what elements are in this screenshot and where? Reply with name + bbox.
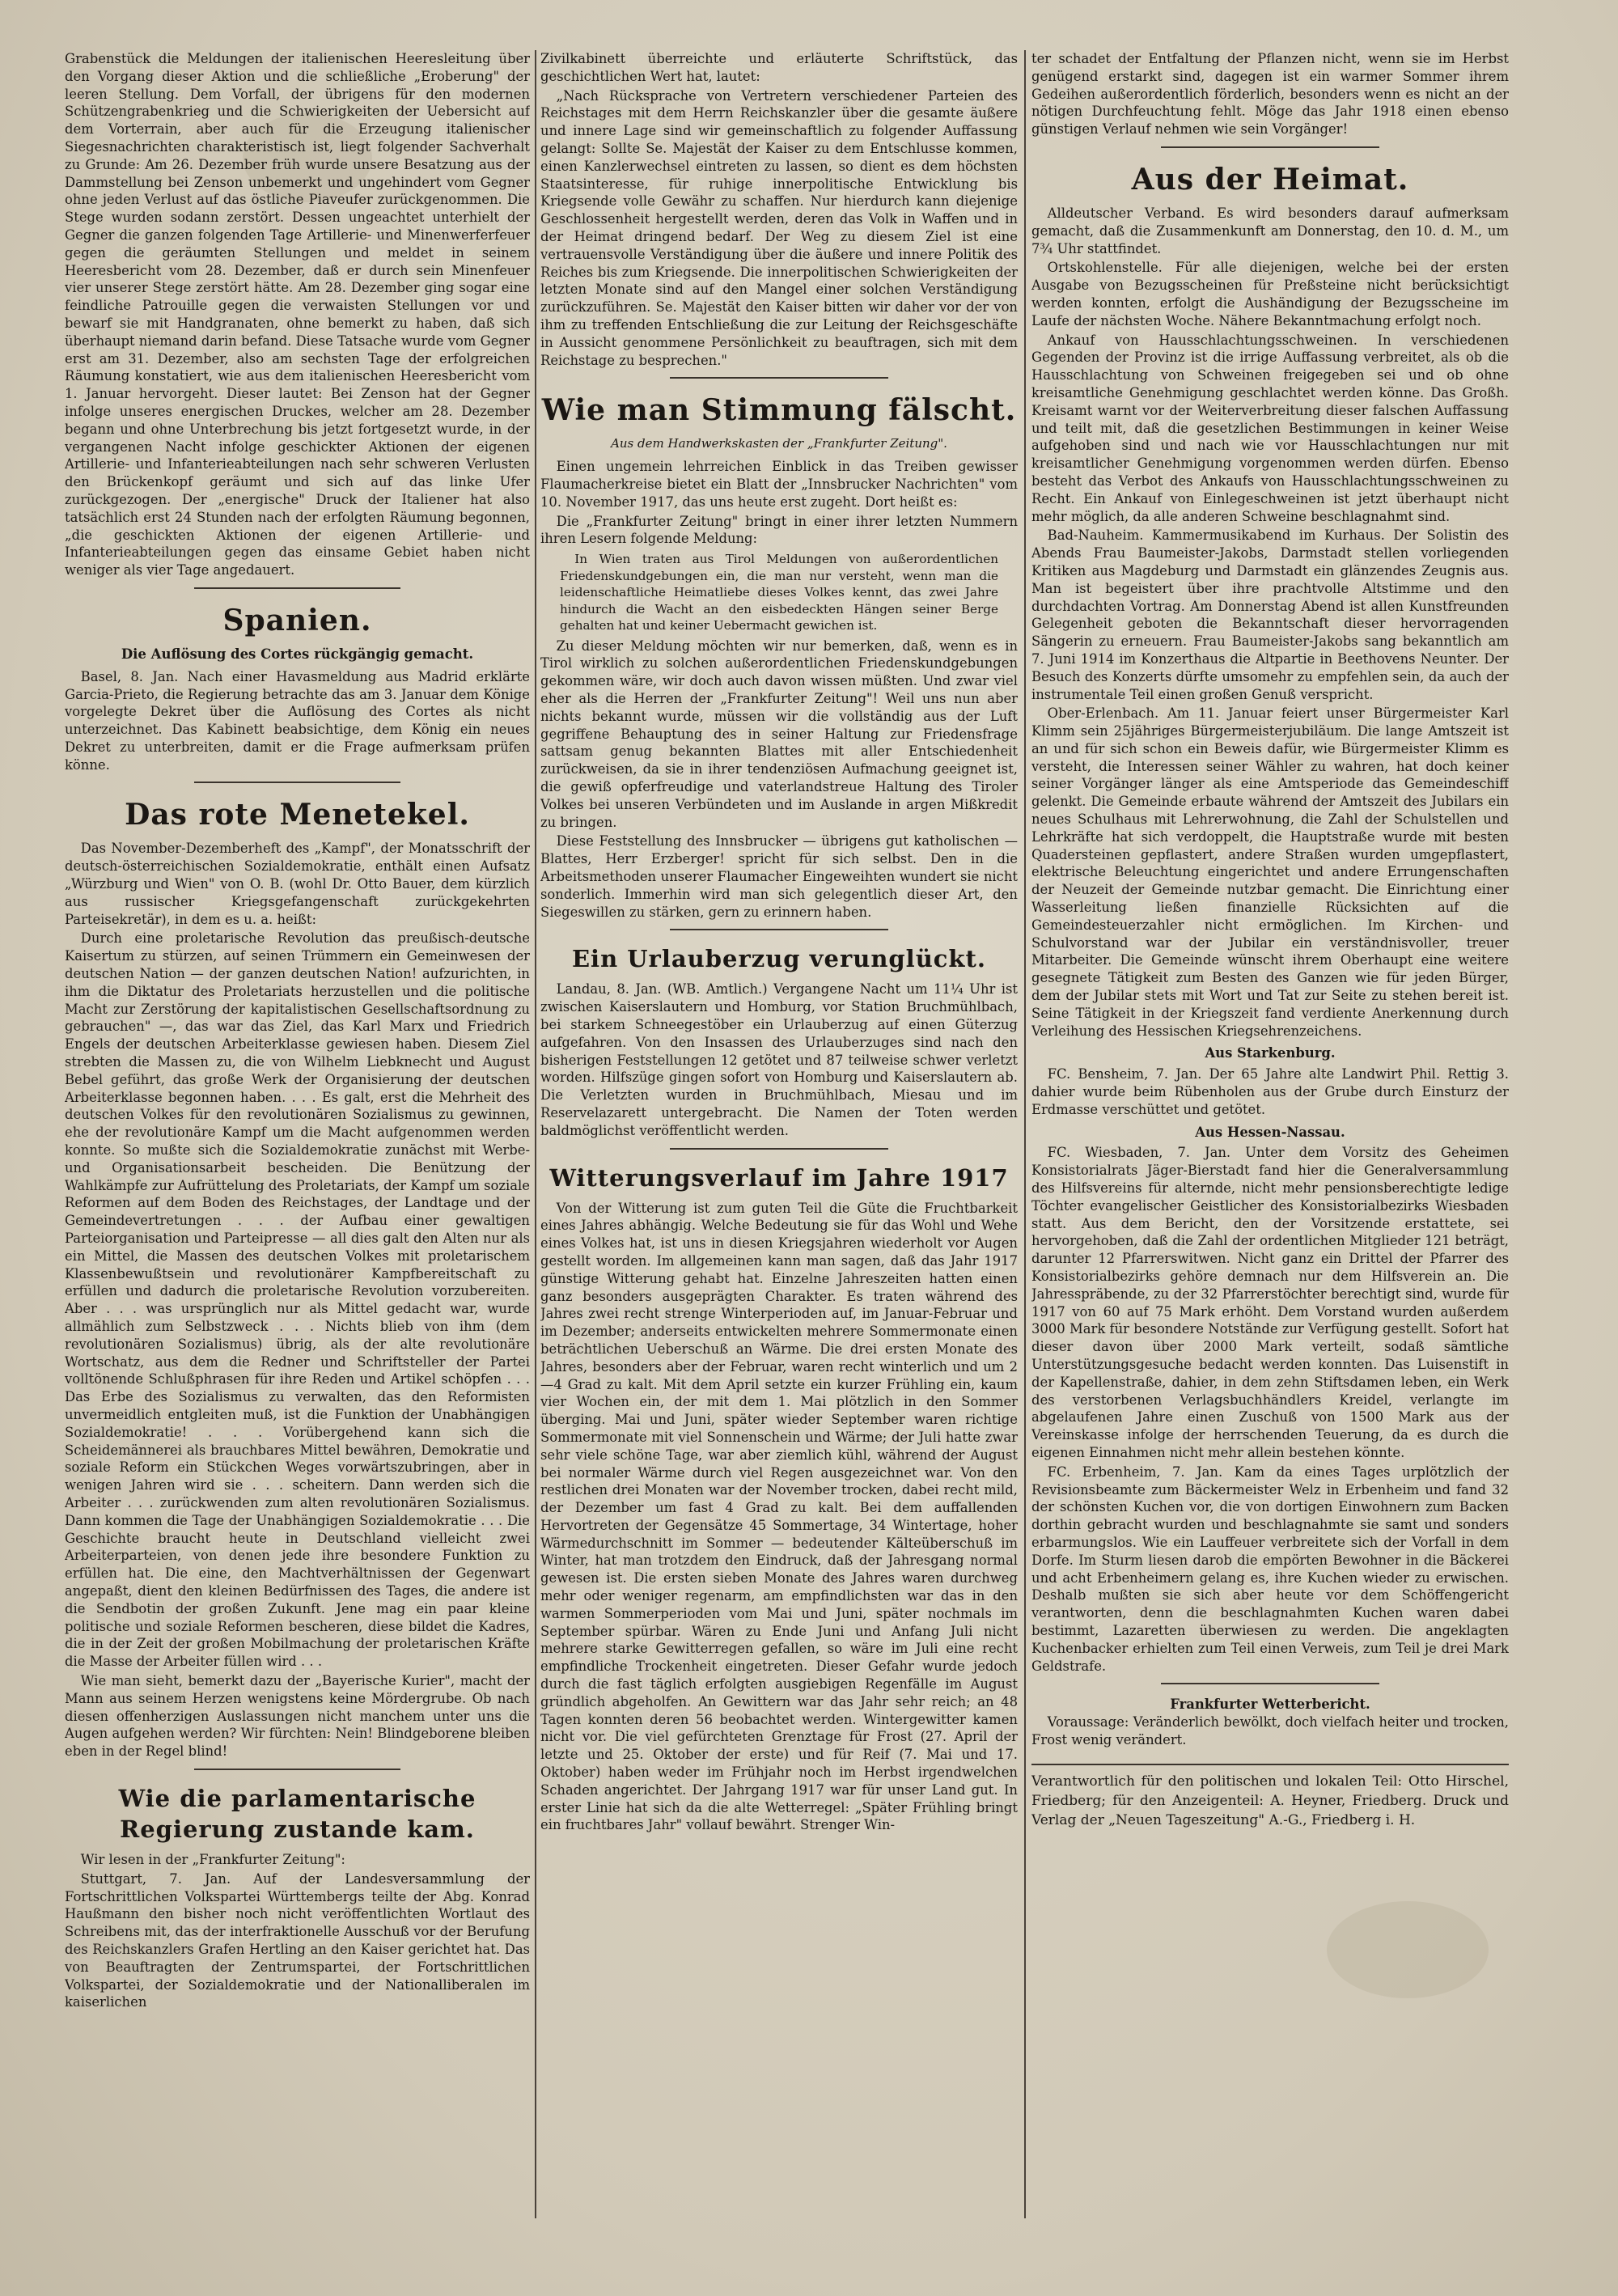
divider bbox=[194, 587, 400, 589]
region-heading: Aus Hessen-Nassau. bbox=[1195, 1124, 1345, 1140]
column-rule bbox=[535, 50, 536, 2218]
local-item: Ober-Erlenbach. Am 11. Januar feiert unser Bürgermeister Karl Klimm sein 25jähriges Bürgermeisterjubiläum. Die lange Amtszeit ist an und für sich schon ein Beweis dafür, wie Bürgermeister Klimm es versteht, die Interessen seiner Wähler zu wahren, hat doch keiner seiner Vorgänger länger als eine Amtsperiode das Gemeindeschiff gelenkt. Die Gemeinde erbaute während der Amtszeit des Jubilars ein neues Schulhaus mit Lehrerwohnung, die Zahl der Schulstellen und Lehrkräfte hat sich verdoppelt, die Hauptstraße wurde mit besten Quadersteinen gepflastert, andere Straßen wurden umgepflastert, elektrische Beleuchtung eingerichtet und andere Errungenschaften der Neuzeit der Gemeinde nutzbar gemacht. Die Einrichtung einer Wasserleitung ließen finanzielle Rücksichten auf die Gemeindesteuerzahler nicht ermöglichen. Im Kirchen- und Schulvorstand war der Jubilar ein verständnisvoller, treuer Mitarbeiter. Die Gemeinde wünscht ihrem Oberhaupt eine weitere gesegnete Tätigkeit zum Besten des Ganzen wie für jeden Bürger, dem der Jubilar stets mit Wort und Tat zur Seite zu stehen bereit ist. Seine Tätigkeit in der Kriegszeit fand verdiente Anerkennung durch Verleihung des Hessischen Kriegsehrenzeichens. bbox=[1031, 705, 1509, 1039]
menetekel-comment: Wie man sieht, bemerkt dazu der „Bayerische Kurier", macht der Mann aus seinem Herzen wenigstens keine Mördergrube. Ob nach diesen offenherzigen Auslassungen nicht manchem unter uns die Augen aufgehen werden? Wir fürchten: Nein! Blindgeborene bleiben eben in der Regel blind! bbox=[65, 1672, 530, 1760]
column-3 bbox=[1031, 50, 1509, 2275]
divider bbox=[670, 377, 888, 379]
wiesbaden-item: FC. Wiesbaden, 7. Jan. Unter dem Vorsitz des Geheimen Konsistorialrats Jäger-Bierstadt fand hier die Generalversammlung des Hilfsvereins für alternde, nicht mehr pensionsberechtigte ledige Töchter evangelischer Geistlicher des Konsistorialbezirks Wiesbaden statt. Aus dem Bericht, den der Vorsitzende erstattete, sei hervorgehoben, daß die Zahl der ordentlichen Mitglieder 121 beträgt, darunter 12 Pfarrerswitwen. Nicht ganz ein Drittel der Pfarrer des Konsistorialbezirks gehöre demnach nur dem Hilfsverein an. Die Jahresspräbende, zu der 32 Pfarrerstöchter berechtigt sind, wurde für 1917 von 60 auf 75 Mark erhöht. Dem Vorstand wurden außerdem 3000 Mark für besondere Notstände zur Verfügung gestellt. Sofort hat dieser davon über 2000 Mark verteilt, sodaß sämtliche Unterstützungsgesuche bedacht werden konnten. Das Luisenstift in der Kapellenstraße, dahier, in dem zehn Stiftsdamen leben, ein Werk des verstorbenen Verlagsbuchhändlers Kreidel, verlangte im abgelaufenen Jahre einen Zuschuß von 1500 Mark aus der Vereinskasse infolge der herrschenden Teuerung, da es durch die eigenen Einnahmen nicht mehr allein bestehen könnte. bbox=[1031, 1145, 1509, 1460]
local-item: Alldeutscher Verband. Es wird besonders darauf aufmerksam gemacht, daß die Zusammenkunft am Donnerstag, den 10. d. M., um 7¾ Uhr stattfindet. bbox=[1031, 205, 1509, 256]
spain-subheadline: Die Auflösung des Cortes rückgängig gemacht. bbox=[121, 646, 474, 662]
stimmung-lead: Die „Frankfurter Zeitung" bringt in einer ihrer letzten Nummern ihren Lesern folgende Meldung: bbox=[540, 513, 1018, 547]
divider bbox=[194, 1769, 400, 1770]
column-1 bbox=[65, 50, 530, 2275]
regierung-headline: Wie die parlamentarische Regierung zustande kam. bbox=[118, 1784, 477, 1843]
divider bbox=[194, 782, 400, 783]
region-heading: Aus Starkenburg. bbox=[1205, 1045, 1336, 1061]
menetekel-quote: Durch eine proletarische Revolution das preußisch-deutsche Kaisertum zu stürzen, auf seinen Trümmern ein Gemeinwesen der deutschen Nation — der ganzen deutschen Nation! aufzurichten, in ihm die Diktatur des Proletariats herzustellen und die politische Macht zur Zerstörung der kapitalistischen Gesellschaftsordnung zu gebrauchen" —, das war das Ziel, das Karl Marx und Friedrich Engels der deutschen Arbeiterklasse gewiesen haben. Diesem Ziel strebten die Massen zu, die von Wilhelm Liebknecht und August Bebel geführt, das große Werk der Organisierung der deutschen Arbeiterklasse begonnen haben. . . . Es galt, erst die Mehrheit des deutschen Volkes für den revolutionären Sozialismus zu gewinnen, ehe der revolutionäre Kampf um die Macht aufgenommen werden konnte. So mußte sich die Sozialdemokratie zunächst mit Werbe- und Organisationsarbeit bescheiden. Die Benützung der Wahlkämpfe zur Aufrüttelung des Proletariats, der Kampf um soziale Reformen auf dem Boden des Reichstages, der Landtage und der Gemeindevertretungen . . . der Aufbau einer gewaltigen Parteiorganisation und Parteipresse — all dies galt den Alten nur als ein Mittel, die Massen des deutschen Volkes mit proletarischem Klassenbewußtsein und revolutionärer Kampfbereitschaft zu erfüllen und dadurch die proletarische Revolution vorzubereiten. Aber . . . was ursprünglich nur als Mittel gedacht war, wurde allmählich zum Selbstzweck . . . Nichts blieb von ihm (dem revolutionären Sozialismus) übrig, als der alte revolutionäre Wortschatz, aus dem die Redner und Schriftsteller der Partei volltönende Schlußphrasen für ihre Reden und Artikel schöpfen . . . Das Erbe des Sozialismus zu verwalten, das den Reformisten unvermeidlich entgleiten muß, ist die Funktion der Unabhängigen Sozialdemokratie! . . . Vorübergehend kann sich die Scheidemännerei als brauchbares Mittel bewähren, Demokratie und soziale Reform ein Stückchen Weges vorwärtszubringen, aber in wenigen Jahren wird sie . . . scheitern. Dann werden sich die Arbeiter . . . zurückwenden zum alten revolutionären Sozialismus. Dann kommen die Tage der Unabhängigen Sozialdemokratie . . . Die Geschichte braucht heute in Deutschland vielleicht zwei Arbeiterparteien, von denen jede ihre besondere Funktion zu erfüllen hat. Die eine, den Machtverhältnissen der Gegenwart angepaßt, dient den kleinen Bedürfnissen des Tages, die andere ist die Sendbotin der großen Zukunft. Jene mag ein paar kleine politische und soziale Reformen bescheren, diese bildet die Kadres, die in der Zeit der großen Mobilmachung der proletarischen Kräfte die Masse der Arbeiter füllen wird . . . bbox=[65, 930, 530, 1670]
spain-article: Basel, 8. Jan. Nach einer Havasmeldung aus Madrid erklärte Garcia-Prieto, die Regierung betrachte das am 3. Januar dem Könige vorgelegte Dekret über die Auflösung des Cortes als nicht unterzeichnet. Das Kabinett beabsichtige, dem König ein neues Dekret zu unterbreiten, damit er die Frage aufmerksam prüfen könne. bbox=[65, 668, 530, 773]
weather-report-title: Frankfurter Wetterbericht. bbox=[1170, 1697, 1370, 1713]
menetekel-headline: Das rote Menetekel. bbox=[125, 798, 470, 832]
erbenheim-item: FC. Erbenheim, 7. Jan. Kam da eines Tages urplötzlich der Revisionsbeamte zum Bäckermeister Welz in Erbenheim und fand 32 der schönsten Kuchen vor, die von dortigen Einwohnern zum Backen dorthin gebracht wurden und beschlagnahmte sie samt und sonders erbarmungslos. Wie ein Lauffeuer verbreitete sich der Vorfall in dem Dorfe. Im Sturm liesen darob die empörten Bewohner in die Bäckerei und acht Erbenheimern gelang es, ihre Kuchen wieder zu erwischen. Deshalb mußten sie sich aber heute vor dem Schöffengericht verantworten, denn die beschlagnahmten Kuchen waren dabei bestimmt, Lazaretten überwiesen zu werden. Die angeklagten Kuchenbacker erhielten zum Teil einen Verweis, zum Teil je drei Mark Geldstrafe. bbox=[1031, 1464, 1509, 1674]
regierung-article: Stuttgart, 7. Jan. Auf der Landesversammlung der Fortschrittlichen Volkspartei Württembergs teilte der Abg. Konrad Haußmann den bisher noch nicht veröffentlichten Wortlaut des Schreibens mit, das der interfraktionelle Ausschuß vor der Berufung des Reichskanzlers Grafen Hertling an den Kaiser gerichtet hat. Das von Beauftragten der Zentrumspartei, der Fortschrittlichen Volkspartei, der Sozialdemokratie und der Nationalliberalen im kaiserlichen bbox=[65, 1870, 530, 2010]
urlauber-article: Landau, 8. Jan. (WB. Amtlich.) Vergangene Nacht um 11¼ Uhr ist zwischen Kaiserslautern und Homburg, vor Station Bruchmühlbach, bei starkem Schneegestöber ein Urlauberzug auf einen Güterzug aufgefahren. Von den Insassen des Urlauberzuges sind nach den bisherigen Feststellungen 12 getötet und 87 teilweise schwer verletzt worden. Hilfszüge gingen sofort von Homburg und Kaiserslautern ab. Die Verletzten wurden in Bruchmühlbach, Miesau und im Reservelazarett untergebracht. Die Namen der Toten werden baldmöglichst veröffentlicht werden. bbox=[540, 981, 1018, 1138]
wetter-headline: Witterungsverlauf im Jahre 1917 bbox=[549, 1163, 1009, 1192]
wetter-continued: ter schadet der Entfaltung der Pflanzen nicht, wenn sie im Herbst genügend erstarkt sind, dagegen ist ein warmer Sommer ihrem Gedeihen außerordentlich förderlich, besonders wenn es nicht an der nötigen Durchfeuchtung fehlt. Möge das Jahr 1918 einen ebenso günstigen Verlauf nehmen wie sein Vorgänger! bbox=[1031, 51, 1509, 138]
regierung-continued: Zivilkabinett überreichte und erläuterte Schriftstück, das geschichtlichen Wert hat, lautet: bbox=[540, 51, 1018, 84]
local-item: Ankauf von Hausschlachtungsschweinen. In verschiedenen Gegenden der Provinz ist die irrige Auffassung verbreitet, als ob die Hausschlachtung von Schweinen freigegeben sei und ob ohne kreisamtliche Genehmigung geschlachtet werden könne. Das Großh. Kreisamt warnt vor der Weiterverbreitung dieser falschen Auffassung und teilt mit, daß die gesetzlichen Bestimmungen in keiner Weise aufgehoben sind und nach wie vor Hausschlachtungen nur mit kreisamtlicher Genehmigung vorgenommen werden dürfen. Ebenso besteht das Verbot des Ankaufs von Hausschlachtungsschweinen zu Recht. Ein Ankauf von Einlegeschweinen ist jetzt überhaupt nicht mehr möglich, da alle anderen Schweine beschlagnahmt sind. bbox=[1031, 332, 1509, 524]
regierung-intro: Wir lesen in der „Frankfurter Zeitung": bbox=[80, 1851, 345, 1867]
urlauber-headline: Ein Urlauberzug verunglückt. bbox=[571, 945, 987, 973]
heimat-headline: Aus der Heimat. bbox=[1131, 162, 1409, 197]
divider bbox=[670, 1148, 888, 1150]
interfraktionell-letter: „Nach Rücksprache von Vertretern verschiedener Parteien des Reichstages mit dem Herrn Reichskanzler über die gesamte äußere und innere Lage sind wir gemeinschaftlich zu folgender Auffassung gelangt: Sollte Se. Majestät der Kaiser zu dem Entschlusse kommen, einen Kanzlerwechsel eintreten zu lassen, so dient es dem höchsten Staatsinteresse, für ruhige innerpolitische Entwicklung bis Kriegsende volle Gewähr zu schaffen. Nur hierdurch kann diejenige Geschlossenheit hergestellt werden, deren das Volk in Waffen und in der Heimat dringend bedarf. Der Weg zu diesem Ziel ist eine vertrauensvolle Verständigung über die äußere und innere Politik des Reiches bis zum Kriegsende. Die innerpolitischen Schwierigkeiten der letzten Monate sind auf den Mangel einer solchen Verständigung zurückzuführen. Se. Majestät den Kaiser bitten wir daher vor der von ihm zu treffenden Entschließung die zur Leitung der Reichsgeschäfte in Aussicht genommene Persönlichkeit zu beauftragen, sich mit dem Reichstage zu besprechen." bbox=[540, 87, 1018, 368]
divider bbox=[1161, 146, 1379, 148]
stimmung-headline: Wie man Stimmung fälscht. bbox=[541, 393, 1017, 428]
stimmung-quote: In Wien traten aus Tirol Meldungen von außerordentlichen Friedenskundgebungen ein, die man nur versteht, wenn man die leidenschaftliche Heimatliebe dieses Volkes kennt, das zwei Jahre hindurch die Wacht an den eisbedeckten Hängen seiner Berge gehalten hat und keiner Uebermacht gewichen ist. bbox=[560, 552, 998, 633]
weather-forecast: Voraussage: Veränderlich bewölkt, doch vielfach heiter und trocken, Frost wenig verändert. bbox=[1031, 1714, 1509, 1747]
stimmung-intro: Einen ungemein lehrreichen Einblick in das Treiben gewisser Flaumacherkreise bietet ein Blatt der „Innsbrucker Nachrichten" vom 10. November 1917, das uns heute erst zugeht. Dort heißt es: bbox=[540, 459, 1018, 510]
column-2 bbox=[540, 50, 1018, 2275]
column-rule bbox=[1024, 50, 1026, 2218]
imprint: Verantwortlich für den politischen und lokalen Teil: Otto Hirschel, Friedberg; für den Anzeigenteil: A. Heyner, Friedberg. Druck und Verlag der „Neuen Tageszeitung" A.-G., Friedberg i. H. bbox=[1031, 1764, 1509, 1830]
stimmung-source: Aus dem Handwerkskasten der „Frankfurter Zeitung". bbox=[611, 436, 947, 451]
local-item: Bad-Nauheim. Kammermusikabend im Kurhaus. Der Solistin des Abends Frau Baumeister-Jakobs, Darmstadt stellen vorliegenden Kritiken aus Magdeburg und Darmstadt ein glänzendes Zeugnis aus. Man ist begeistert über ihre prachtvolle Altstimme und den durchdachten Vortrag. Am Donnerstag Abend ist allen Kunstfreunden Gelegenheit geboten die Bekanntschaft dieser hervorragenden Sängerin zu erneuern. Frau Baumeister-Jakobs sang bekanntlich am 7. Juni 1914 im Konzerthaus die Altpartie in Beethovens Neunter. Der Besuch des Konzerts dürfte umsomehr zu empfehlen sein, da auch der instrumentale Teil einen großen Genuß verspricht. bbox=[1031, 527, 1509, 702]
stimmung-reply: Zu dieser Meldung möchten wir nur bemerken, daß, wenn es in Tirol wirklich zu solchen außerordentlichen Friedenskundgebungen gekommen wäre, wir doch auch davon wissen müßten. Und zwar viel eher als die Herren der „Frankfurter Zeitung"! Weil uns nun aber nichts bekannt wurde, müssen wir die vollständig aus der Luft gegriffene Behauptung des in seiner Haltung zur Friedensfrage sattsam genug bekannten Blattes mit aller Entschiedenheit zurückweisen, da sie in ihrer tendenziösen Aufmachung geeignet ist, die gewiß opferfreudige und vaterlandstreue Haltung des Tiroler Volkes bei unseren Verbündeten und im Auslande in argen Mißkredit zu bringen. bbox=[540, 638, 1018, 830]
divider bbox=[1161, 1683, 1379, 1684]
italy-report: Grabenstück die Meldungen der italienischen Heeresleitung über den Vorgang dieser Aktion und die schließliche „Eroberung" der leeren Stellung. Dem Vorfall, der übrigens für den modernen Schützengrabenkrieg und die Schwierigkeiten der Uebersicht auf dem Vorterrain, aber auch für die Erzeugung italienischer Siegesnachrichten charakteristisch ist, liegt folgender Sachverhalt zu Grunde: Am 26. Dezember früh wurde unsere Besatzung aus der Dammstellung bei Zenson unbemerkt und ungehindert vom Gegner ohne jeden Verlust auf das östliche Piaveufer zurückgenommen. Die Stege wurden sodann zerstört. Dessen ungeachtet unterhielt der Gegner die ganzen folgenden Tage Artillerie- und Minenwerferfeuer gegen die geräumten Stellungen und meldet in seinem Heeresbericht vom 28. Dezember, daß er durch sein Minenfeuer vier unserer Stege zerstört hätte. Am 28. Dezember ging sogar eine feindliche Patrouille gegen die verwaisten Stellungen vor und bewarf sie mit Handgranaten, ohne bemerkt zu haben, daß sich überhaupt niemand darin befand. Diese Tatsache wurde vom Gegner erst am 31. Dezember, also am sechsten Tage der erfolgreichen Räumung konstatiert, wie aus dem italienischen Heeresbericht vom 1. Januar hervorgeht. Dieser lautet: Bei Zenson hat der Gegner infolge unseres energischen Druckes, welcher am 28. Dezember begann und ohne Unterbrechung bis jetzt fortgesetzt wurde, in der vergangenen Nacht infolge geschickter Aktionen der eigenen Artillerie- und Infanterieabteilungen nach sehr schweren Verlusten den Brückenkopf geräumt und sich auf das linke Ufer zurückgezogen. Der „energische" Druck der Italiener hat also tatsächlich erst 24 Stunden nach der erfolgten Räumung begonnen, „die geschickten Aktionen der eigenen Artillerie- und Infanterieabteilungen gegen das einsame Gebiet haben nicht weniger als vier Tage angedauert. bbox=[65, 51, 530, 578]
bensheim-item: FC. Bensheim, 7. Jan. Der 65 Jahre alte Landwirt Phil. Rettig 3. dahier wurde beim Rübenholen aus der Grube durch Einsturz der Erdmasse verschüttet und getötet. bbox=[1031, 1066, 1509, 1117]
stimmung-conclusion: Diese Feststellung des Innsbrucker — übrigens gut katholischen — Blattes, Herr Erzberger! spricht für sich selbst. Den in die Arbeitsmethoden unserer Flaumacher Eingeweihten wundert sie nicht sonderlich. Immerhin wird man sich gelegentlich dieser Art, den Siegeswillen zu stärken, gern zu erinnern haben. bbox=[540, 833, 1018, 920]
spain-headline: Spanien. bbox=[222, 603, 372, 638]
menetekel-intro: Das November-Dezemberheft des „Kampf", der Monatsschrift der deutsch-österreichischen Sozialdemokratie, enthält einen Aufsatz „Würzburg und Wien" von O. B. (wohl Dr. Otto Bauer, dem kürzlich aus russischer Kriegsgefangenschaft zurückgekehrten Parteisekretär), in dem es u. a. heißt: bbox=[65, 841, 530, 927]
wetter-article: Von der Witterung ist zum guten Teil die Güte die Fruchtbarkeit eines Jahres abhängig. Welche Bedeutung sie für das Wohl und Wehe eines Volkes hat, ist uns in diesen Kriegsjahren wiederholt vor Augen gestellt worden. Im allgemeinen kann man sagen, daß das Jahr 1917 günstige Witterung gehabt hat. Einzelne Jahreszeiten hatten einen ganz besonders ausgeprägten Charakter. Es traten während des Jahres zwei recht strenge Winterperioden auf, im Januar-Februar und im Dezember; anderseits entwickelten mehrere Sommermonate einen beträchtlichen Ueberschuß an Wärme. Die drei ersten Monate des Jahres, besonders aber der Februar, waren recht winterlich und um 2—4 Grad zu kalt. Mit dem April setzte ein kurzer Frühling ein, kaum vier Wochen ein, der mit dem 1. Mai plötzlich in den Sommer überging. Mai und Juni, später wieder September waren richtige Sommermonate mit viel Sonnenschein und Wärme; der Juli hatte zwar sehr viele schöne Tage, war aber ziemlich kühl, während der August bei normaler Wärme durch viel Regen ausgezeichnet war. Von den restlichen drei Monaten war der November trocken, dabei recht mild, der Dezember um fast 4 Grad zu kalt. Bei dem auffallenden Hervortreten der Gegensätze 45 Sommertage, 34 Wintertage, hoher Wärmedurchschnitt im Sommer — bedeutender Kälteüberschuß im Winter, hat man trotzdem den Eindruck, daß der Jahresgang normal gewesen ist. Die ersten sieben Monate des Jahres waren durchweg mehr oder weniger regenarm, am empfindlichsten war das in den warmen Sommerperioden vom Mai und Juni, später nochmals im September spürbar. Wären zu Ende Juni und Anfang Juli nicht mehrere starke Gewitterregen gefallen, so wäre im Juli eine recht empfindliche Trockenheit eingetreten. Dieser Gefahr wurde jedoch durch die fast täglich erfolgten ausgiebigen Regenfälle im August gründlich abgeholfen. An Gewittern war das Jahr sehr reich; an 48 Tagen konnten deren 56 beobachtet werden. Wintergewitter kamen nicht vor. Die viel gefürchteten Grenztage für Frost (27. April der letzte und 25. Oktober der erste) und für Reif (7. Mai und 17. Oktober) haben weder im Frühjahr noch im Herbst irgendwelchen Schaden angerichtet. Der Jahrgang 1917 war für unser Land gut. In erster Linie hat sich da die alte Wetterregel: „Später Frühling bringt ein fruchtbares Jahr" vollauf bewährt. Strenger Win- bbox=[540, 1200, 1018, 1833]
local-item: Ortskohlenstelle. Für alle diejenigen, welche bei der ersten Ausgabe von Bezugsscheinen für Preßsteine nicht berücksichtigt werden konnten, erfolgt die Aushändigung der Bezugsscheine im Laufe der nächsten Woche. Nähere Bekanntmachung erfolgt noch. bbox=[1031, 260, 1509, 328]
divider bbox=[670, 929, 888, 930]
